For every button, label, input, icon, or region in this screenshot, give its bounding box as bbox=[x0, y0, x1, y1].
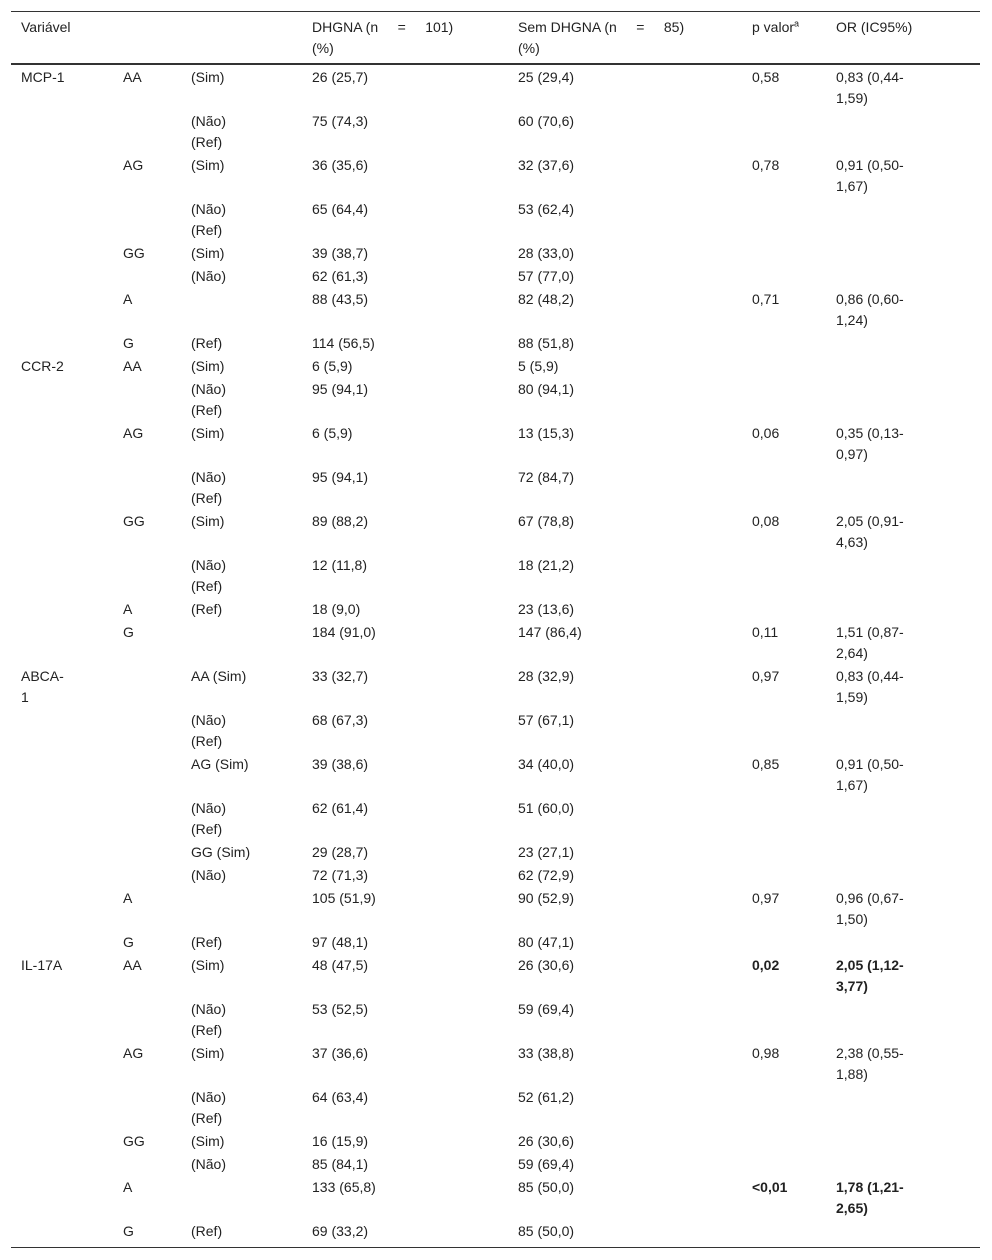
cell-category-line: (Não) bbox=[191, 800, 227, 816]
header-dhgna bbox=[312, 17, 453, 59]
cell-sem-dhgna: 67 (78,8) bbox=[518, 513, 575, 529]
cell-dhgna: 26 (25,7) bbox=[312, 69, 369, 85]
cell-category bbox=[191, 467, 226, 509]
cell-sem-dhgna: 51 (60,0) bbox=[518, 800, 575, 816]
cell-or bbox=[836, 1177, 904, 1219]
cell-variable: IL-17A bbox=[21, 957, 63, 973]
cell-genotype: AA bbox=[123, 957, 142, 973]
cell-sem-dhgna: 26 (30,6) bbox=[518, 957, 575, 973]
cell-genotype: A bbox=[123, 1179, 133, 1195]
cell-dhgna: 18 (9,0) bbox=[312, 601, 361, 617]
cell-sem-dhgna: 28 (33,0) bbox=[518, 245, 575, 261]
cell-category-line: (Sim) bbox=[191, 69, 225, 85]
cell-dhgna: 95 (94,1) bbox=[312, 469, 369, 485]
header-variavel: Variável bbox=[21, 19, 71, 35]
cell-dhgna: 64 (63,4) bbox=[312, 1089, 369, 1105]
cell-or-line: 1,24) bbox=[836, 312, 868, 328]
cell-p-valor: 0,85 bbox=[752, 756, 780, 772]
cell-dhgna: 95 (94,1) bbox=[312, 381, 369, 397]
cell-category-line: (Ref) bbox=[191, 733, 223, 749]
cell-dhgna: 65 (64,4) bbox=[312, 201, 369, 217]
cell-dhgna: 62 (61,4) bbox=[312, 800, 369, 816]
cell-or-line: 1,78 (1,21- bbox=[836, 1179, 904, 1195]
cell-category-line: (Não) bbox=[191, 1156, 227, 1172]
cell-dhgna: 97 (48,1) bbox=[312, 934, 369, 950]
cell-genotype: G bbox=[123, 624, 134, 640]
cell-genotype: A bbox=[123, 601, 133, 617]
cell-or-line: 4,63) bbox=[836, 534, 868, 550]
cell-sem-dhgna: 53 (62,4) bbox=[518, 201, 575, 217]
cell-sem-dhgna: 25 (29,4) bbox=[518, 69, 575, 85]
cell-genotype: GG bbox=[123, 513, 145, 529]
cell-genotype: AG bbox=[123, 425, 144, 441]
cell-dhgna: 62 (61,3) bbox=[312, 268, 369, 284]
cell-dhgna: 6 (5,9) bbox=[312, 425, 353, 441]
cell-category-line: (Ref) bbox=[191, 1110, 223, 1126]
header-dhgna-line1: DHGNA (n = 101) bbox=[312, 19, 454, 35]
cell-sem-dhgna: 59 (69,4) bbox=[518, 1001, 575, 1017]
cell-category bbox=[191, 1154, 226, 1175]
cell-category bbox=[191, 710, 226, 752]
cell-category bbox=[191, 67, 224, 88]
cell-category-line: (Ref) bbox=[191, 490, 223, 506]
cell-category bbox=[191, 111, 226, 153]
cell-or-line: 0,91 (0,50- bbox=[836, 157, 904, 173]
cell-sem-dhgna: 28 (32,9) bbox=[518, 668, 575, 684]
cell-category bbox=[191, 356, 224, 377]
cell-or-line: 0,83 (0,44- bbox=[836, 69, 904, 85]
cell-dhgna: 39 (38,7) bbox=[312, 245, 369, 261]
cell-or-line: 1,50) bbox=[836, 911, 868, 927]
cell-dhgna: 85 (84,1) bbox=[312, 1156, 369, 1172]
cell-dhgna: 88 (43,5) bbox=[312, 291, 369, 307]
cell-or bbox=[836, 1043, 904, 1085]
cell-sem-dhgna: 33 (38,8) bbox=[518, 1045, 575, 1061]
cell-genotype: G bbox=[123, 934, 134, 950]
cell-dhgna: 75 (74,3) bbox=[312, 113, 369, 129]
cell-or-line: 1,88) bbox=[836, 1066, 868, 1082]
cell-p-valor: 0,58 bbox=[752, 69, 780, 85]
cell-category-line: (Sim) bbox=[191, 513, 225, 529]
cell-dhgna: 29 (28,7) bbox=[312, 844, 369, 860]
cell-sem-dhgna: 90 (52,9) bbox=[518, 890, 575, 906]
cell-category-line: (Sim) bbox=[191, 358, 225, 374]
cell-variable: CCR-2 bbox=[21, 358, 64, 374]
cell-category bbox=[191, 1087, 226, 1129]
cell-category bbox=[191, 932, 222, 953]
cell-or-line: 0,96 (0,67- bbox=[836, 890, 904, 906]
cell-category-line: (Ref) bbox=[191, 134, 223, 150]
cell-sem-dhgna: 26 (30,6) bbox=[518, 1133, 575, 1149]
cell-sem-dhgna: 5 (5,9) bbox=[518, 358, 559, 374]
header-sem-line1: Sem DHGNA (n = 85) bbox=[518, 19, 685, 35]
cell-category bbox=[191, 555, 226, 597]
cell-sem-dhgna: 57 (67,1) bbox=[518, 712, 575, 728]
cell-category bbox=[191, 754, 249, 775]
cell-p-valor: 0,02 bbox=[752, 957, 780, 973]
cell-dhgna: 114 (56,5) bbox=[312, 335, 375, 351]
cell-dhgna: 68 (67,3) bbox=[312, 712, 369, 728]
cell-or-line: 2,64) bbox=[836, 645, 868, 661]
cell-or-line: 3,77) bbox=[836, 978, 868, 994]
cell-dhgna: 37 (36,6) bbox=[312, 1045, 369, 1061]
cell-category bbox=[191, 379, 226, 421]
cell-or-line: 0,97) bbox=[836, 446, 868, 462]
cell-sem-dhgna: 52 (61,2) bbox=[518, 1089, 575, 1105]
header-p-valor-text: p valor bbox=[752, 19, 795, 35]
bottom-rule bbox=[11, 1247, 980, 1248]
cell-sem-dhgna: 85 (50,0) bbox=[518, 1223, 575, 1239]
header-or: OR (IC95%) bbox=[836, 19, 913, 35]
cell-sem-dhgna: 18 (21,2) bbox=[518, 557, 575, 573]
cell-or bbox=[836, 423, 904, 465]
cell-category bbox=[191, 599, 222, 620]
cell-category-line: (Não) bbox=[191, 268, 227, 284]
cell-sem-dhgna: 72 (84,7) bbox=[518, 469, 575, 485]
cell-genotype: A bbox=[123, 890, 133, 906]
cell-or-line: 2,05 (0,91- bbox=[836, 513, 904, 529]
cell-category bbox=[191, 955, 224, 976]
cell-dhgna: 133 (65,8) bbox=[312, 1179, 376, 1195]
cell-or-line: 2,05 (1,12- bbox=[836, 957, 904, 973]
cell-or bbox=[836, 67, 904, 109]
cell-genotype: AG bbox=[123, 157, 144, 173]
cell-or-line: 0,86 (0,60- bbox=[836, 291, 904, 307]
cell-or bbox=[836, 511, 904, 553]
cell-sem-dhgna: 32 (37,6) bbox=[518, 157, 575, 173]
cell-category-line: (Ref) bbox=[191, 222, 223, 238]
cell-dhgna: 53 (52,5) bbox=[312, 1001, 369, 1017]
cell-genotype: AG bbox=[123, 1045, 144, 1061]
cell-dhgna: 184 (91,0) bbox=[312, 624, 376, 640]
top-rule bbox=[11, 11, 980, 12]
cell-category bbox=[191, 1221, 222, 1242]
cell-p-valor: 0,78 bbox=[752, 157, 780, 173]
cell-or-line: 1,51 (0,87- bbox=[836, 624, 904, 640]
cell-or-line: 2,38 (0,55- bbox=[836, 1045, 904, 1061]
cell-dhgna: 89 (88,2) bbox=[312, 513, 369, 529]
cell-sem-dhgna: 147 (86,4) bbox=[518, 624, 582, 640]
cell-category-line: (Ref) bbox=[191, 601, 223, 617]
cell-sem-dhgna: 60 (70,6) bbox=[518, 113, 575, 129]
cell-category-line: (Não) bbox=[191, 113, 227, 129]
cell-category-line: AG (Sim) bbox=[191, 756, 249, 772]
cell-p-valor: 0,97 bbox=[752, 890, 780, 906]
cell-p-valor: 0,08 bbox=[752, 513, 780, 529]
cell-category-line: (Sim) bbox=[191, 1133, 225, 1149]
cell-or-line: 2,65) bbox=[836, 1200, 868, 1216]
cell-or bbox=[836, 888, 904, 930]
cell-genotype: G bbox=[123, 335, 134, 351]
cell-category-line: (Ref) bbox=[191, 1022, 223, 1038]
cell-dhgna: 39 (38,6) bbox=[312, 756, 369, 772]
cell-dhgna: 36 (35,6) bbox=[312, 157, 369, 173]
cell-or-line: 0,35 (0,13- bbox=[836, 425, 904, 441]
cell-category-line: (Ref) bbox=[191, 335, 223, 351]
cell-or bbox=[836, 754, 904, 796]
cell-category bbox=[191, 511, 224, 532]
cell-category-line: (Não) bbox=[191, 201, 227, 217]
cell-sem-dhgna: 82 (48,2) bbox=[518, 291, 575, 307]
cell-category-line: (Não) bbox=[191, 381, 227, 397]
cell-category bbox=[191, 199, 226, 241]
header-sem-line2: (%) bbox=[518, 40, 540, 56]
cell-sem-dhgna: 80 (47,1) bbox=[518, 934, 575, 950]
cell-p-valor: 0,11 bbox=[752, 624, 779, 640]
header-p-valor-sup: a bbox=[794, 18, 800, 29]
cell-genotype: AA bbox=[123, 358, 142, 374]
cell-variable: MCP-1 bbox=[21, 69, 65, 85]
cell-category-line: (Sim) bbox=[191, 157, 225, 173]
cell-dhgna: 69 (33,2) bbox=[312, 1223, 369, 1239]
cell-category-line: (Ref) bbox=[191, 402, 223, 418]
cell-dhgna: 105 (51,9) bbox=[312, 890, 376, 906]
cell-or bbox=[836, 289, 904, 331]
cell-category bbox=[191, 423, 224, 444]
cell-category-line: AA (Sim) bbox=[191, 668, 247, 684]
cell-category-line: (Não) bbox=[191, 1089, 227, 1105]
cell-sem-dhgna: 23 (13,6) bbox=[518, 601, 575, 617]
cell-category bbox=[191, 1131, 224, 1152]
cell-category-line: (Sim) bbox=[191, 245, 225, 261]
cell-category-line: (Não) bbox=[191, 712, 227, 728]
cell-or bbox=[836, 622, 904, 664]
cell-or-line: 1,67) bbox=[836, 777, 868, 793]
cell-or-line: 1,59) bbox=[836, 689, 868, 705]
cell-p-valor: 0,97 bbox=[752, 668, 780, 684]
cell-category-line: (Ref) bbox=[191, 934, 223, 950]
cell-sem-dhgna: 62 (72,9) bbox=[518, 867, 575, 883]
cell-dhgna: 33 (32,7) bbox=[312, 668, 369, 684]
cell-or bbox=[836, 155, 904, 197]
cell-sem-dhgna: 34 (40,0) bbox=[518, 756, 575, 772]
cell-category bbox=[191, 333, 222, 354]
header-p-valor bbox=[752, 17, 799, 38]
cell-p-valor: 0,98 bbox=[752, 1045, 780, 1061]
cell-sem-dhgna: 57 (77,0) bbox=[518, 268, 575, 284]
cell-dhgna: 16 (15,9) bbox=[312, 1133, 369, 1149]
cell-category bbox=[191, 842, 250, 863]
cell-or-line: 0,83 (0,44- bbox=[836, 668, 904, 684]
cell-category bbox=[191, 666, 246, 687]
cell-category-line: (Não) bbox=[191, 469, 227, 485]
cell-category-line: (Sim) bbox=[191, 425, 225, 441]
cell-p-valor: 0,71 bbox=[752, 291, 780, 307]
cell-category bbox=[191, 1043, 224, 1064]
cell-p-valor: 0,06 bbox=[752, 425, 780, 441]
cell-dhgna: 72 (71,3) bbox=[312, 867, 369, 883]
cell-category-line: (Ref) bbox=[191, 821, 223, 837]
cell-category-line: (Sim) bbox=[191, 1045, 225, 1061]
header-rule bbox=[11, 63, 980, 65]
cell-category-line: (Não) bbox=[191, 1001, 227, 1017]
cell-genotype: A bbox=[123, 291, 133, 307]
cell-genotype: AA bbox=[123, 69, 142, 85]
cell-category bbox=[191, 155, 224, 176]
cell-sem-dhgna: 80 (94,1) bbox=[518, 381, 575, 397]
cell-sem-dhgna: 59 (69,4) bbox=[518, 1156, 575, 1172]
cell-category-line: (Sim) bbox=[191, 957, 225, 973]
cell-variable: ABCA- 1 bbox=[21, 668, 64, 705]
cell-category-line: (Ref) bbox=[191, 1223, 223, 1239]
cell-p-valor: <0,01 bbox=[752, 1179, 788, 1195]
cell-category-line: (Não) bbox=[191, 867, 227, 883]
header-dhgna-line2: (%) bbox=[312, 40, 334, 56]
cell-sem-dhgna: 85 (50,0) bbox=[518, 1179, 575, 1195]
cell-category-line: (Não) bbox=[191, 557, 227, 573]
cell-genotype: GG bbox=[123, 1133, 145, 1149]
cell-sem-dhgna: 23 (27,1) bbox=[518, 844, 575, 860]
cell-genotype: GG bbox=[123, 245, 145, 261]
cell-category bbox=[191, 266, 226, 287]
cell-or bbox=[836, 955, 904, 997]
cell-category bbox=[191, 865, 226, 886]
cell-sem-dhgna: 13 (15,3) bbox=[518, 425, 575, 441]
cell-dhgna: 12 (11,8) bbox=[312, 557, 367, 573]
header-sem-dhgna bbox=[518, 17, 684, 59]
cell-sem-dhgna: 88 (51,8) bbox=[518, 335, 575, 351]
cell-or-line: 1,67) bbox=[836, 178, 868, 194]
cell-category-line: (Ref) bbox=[191, 578, 223, 594]
cell-genotype: G bbox=[123, 1223, 134, 1239]
cell-category bbox=[191, 798, 226, 840]
cell-category bbox=[191, 243, 224, 264]
cell-or-line: 1,59) bbox=[836, 90, 868, 106]
cell-or bbox=[836, 666, 904, 708]
cell-dhgna: 6 (5,9) bbox=[312, 358, 353, 374]
cell-or-line: 0,91 (0,50- bbox=[836, 756, 904, 772]
cell-dhgna: 48 (47,5) bbox=[312, 957, 369, 973]
cell-category-line: GG (Sim) bbox=[191, 844, 251, 860]
cell-category bbox=[191, 999, 226, 1041]
